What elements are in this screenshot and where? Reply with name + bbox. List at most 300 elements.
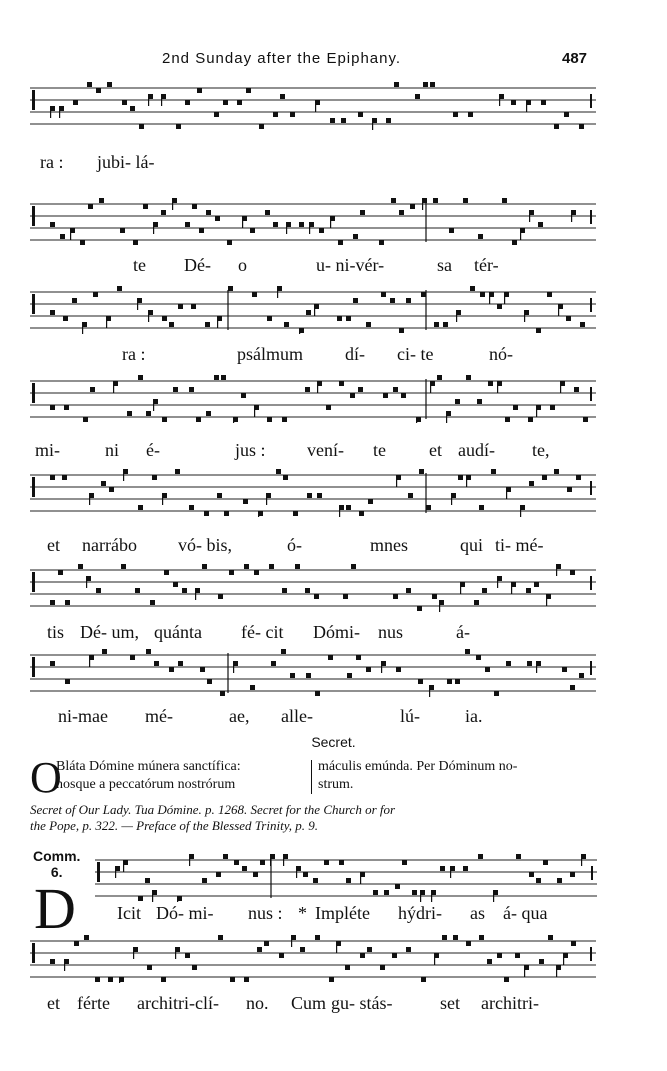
neume bbox=[488, 381, 493, 386]
neume bbox=[189, 505, 194, 510]
neume bbox=[547, 292, 552, 297]
neume-stem bbox=[381, 661, 382, 673]
neume bbox=[513, 405, 518, 410]
syllable: narrábo bbox=[82, 535, 137, 555]
neume bbox=[502, 198, 507, 203]
neume bbox=[542, 475, 547, 480]
neume bbox=[173, 582, 178, 587]
neume bbox=[536, 878, 541, 883]
neume bbox=[50, 661, 55, 666]
neume bbox=[358, 112, 363, 117]
syllable: ó- bbox=[287, 535, 302, 555]
neume bbox=[282, 417, 287, 422]
neume bbox=[329, 977, 334, 982]
neume bbox=[497, 304, 502, 309]
custos bbox=[590, 210, 592, 224]
neume bbox=[339, 860, 344, 865]
neume bbox=[138, 896, 143, 901]
neume bbox=[485, 667, 490, 672]
neume bbox=[418, 679, 423, 684]
neume-stem bbox=[217, 316, 218, 328]
neume bbox=[339, 381, 344, 386]
chant-staff-1 bbox=[30, 80, 596, 130]
neume bbox=[476, 655, 481, 660]
lyric-line-2 bbox=[0, 255, 667, 277]
neume bbox=[121, 564, 126, 569]
neume bbox=[366, 667, 371, 672]
neume bbox=[477, 399, 482, 404]
syllable: lú- bbox=[400, 706, 420, 726]
neume-stem bbox=[277, 286, 278, 298]
comm-label: Comm. bbox=[33, 848, 81, 864]
neume bbox=[468, 112, 473, 117]
neume bbox=[271, 661, 276, 666]
neume bbox=[360, 953, 365, 958]
neume bbox=[84, 935, 89, 940]
neume-stem bbox=[556, 965, 557, 977]
neume bbox=[478, 234, 483, 239]
neume bbox=[197, 88, 202, 93]
neume-stem bbox=[233, 417, 234, 423]
neume bbox=[204, 511, 209, 516]
neume bbox=[479, 935, 484, 940]
custos bbox=[590, 298, 592, 312]
syllable: vó- bis, bbox=[178, 535, 232, 555]
syllable: te, bbox=[532, 440, 550, 460]
neume bbox=[185, 953, 190, 958]
neume bbox=[207, 679, 212, 684]
neume bbox=[228, 286, 233, 291]
neume bbox=[536, 328, 541, 333]
neume-stem bbox=[266, 493, 267, 505]
syllable: * bbox=[298, 903, 307, 923]
neume bbox=[390, 298, 395, 303]
neume bbox=[173, 387, 178, 392]
neume bbox=[313, 878, 318, 883]
neume bbox=[218, 594, 223, 599]
neume bbox=[417, 606, 422, 611]
neume-stem bbox=[172, 198, 173, 210]
neume bbox=[65, 679, 70, 684]
neume bbox=[50, 310, 55, 315]
neume bbox=[314, 594, 319, 599]
neume-stem bbox=[434, 953, 435, 965]
syllable: ae, bbox=[229, 706, 250, 726]
neume bbox=[290, 673, 295, 678]
syllable: jus : bbox=[235, 440, 266, 460]
neume bbox=[315, 691, 320, 696]
neume bbox=[99, 198, 104, 203]
neume bbox=[192, 965, 197, 970]
neume-stem bbox=[529, 210, 530, 222]
neume bbox=[139, 124, 144, 129]
neume bbox=[250, 228, 255, 233]
neume bbox=[101, 481, 106, 486]
neume bbox=[330, 118, 335, 123]
neume bbox=[381, 292, 386, 297]
clef bbox=[32, 572, 35, 592]
neume bbox=[583, 417, 588, 422]
neume bbox=[273, 112, 278, 117]
syllable: et bbox=[429, 440, 442, 460]
neume bbox=[353, 298, 358, 303]
neume bbox=[396, 667, 401, 672]
syllable: Dé- um, bbox=[80, 622, 139, 642]
syllable: mé- bbox=[145, 706, 173, 726]
neume bbox=[534, 582, 539, 587]
neume bbox=[192, 204, 197, 209]
secret-text: strum. bbox=[318, 777, 354, 792]
syllable: mnes bbox=[370, 535, 408, 555]
neume-stem bbox=[286, 222, 287, 234]
neume bbox=[254, 570, 259, 575]
neume bbox=[576, 475, 581, 480]
neume bbox=[206, 210, 211, 215]
neume bbox=[479, 505, 484, 510]
neume-stem bbox=[89, 655, 90, 667]
neume bbox=[315, 935, 320, 940]
neume bbox=[138, 505, 143, 510]
neume bbox=[282, 588, 287, 593]
lyric-line-1 bbox=[0, 152, 667, 174]
syllable: Dó- mi- bbox=[156, 903, 214, 923]
neume bbox=[117, 286, 122, 291]
custos bbox=[590, 481, 592, 495]
syllable: nus bbox=[378, 622, 404, 642]
chant-staff-7 bbox=[30, 647, 596, 697]
neume bbox=[161, 210, 166, 215]
neume bbox=[482, 588, 487, 593]
custos bbox=[590, 94, 592, 108]
syllable: férte bbox=[77, 993, 110, 1013]
neume-stem bbox=[563, 953, 564, 965]
neume-stem bbox=[460, 582, 461, 594]
lyric-line-7 bbox=[0, 706, 667, 728]
neume bbox=[293, 511, 298, 516]
neume-stem bbox=[283, 854, 284, 866]
staff-lines bbox=[30, 373, 596, 423]
lyric-line-9 bbox=[0, 993, 667, 1015]
neume-stem bbox=[315, 100, 316, 112]
neume bbox=[487, 959, 492, 964]
neume bbox=[455, 399, 460, 404]
neume bbox=[185, 100, 190, 105]
syllable: as bbox=[470, 903, 485, 923]
neume bbox=[338, 240, 343, 245]
neume bbox=[570, 570, 575, 575]
neume bbox=[150, 600, 155, 605]
neume bbox=[410, 204, 415, 209]
neume bbox=[152, 475, 157, 480]
neume bbox=[305, 588, 310, 593]
neume bbox=[259, 124, 264, 129]
neume bbox=[305, 387, 310, 392]
neume bbox=[399, 328, 404, 333]
neume bbox=[223, 854, 228, 859]
neume bbox=[463, 866, 468, 871]
neume-stem bbox=[113, 381, 114, 393]
syllable: Dé- bbox=[184, 255, 211, 275]
neume-stem bbox=[330, 216, 331, 228]
custos bbox=[590, 661, 592, 675]
neume-stem bbox=[177, 896, 178, 902]
neume bbox=[346, 316, 351, 321]
staff-lines bbox=[30, 933, 596, 983]
syllable: Icit bbox=[117, 903, 141, 923]
syllable: jubi- lá- bbox=[97, 152, 155, 172]
neume-stem bbox=[497, 576, 498, 588]
secret-prayer bbox=[30, 753, 600, 802]
neume bbox=[347, 673, 352, 678]
neume bbox=[306, 310, 311, 315]
syllable: Cum bbox=[291, 993, 327, 1013]
neume bbox=[130, 655, 135, 660]
syllable: architri- bbox=[481, 993, 539, 1013]
neume bbox=[515, 953, 520, 958]
syllable: á- qua bbox=[503, 903, 548, 923]
neume-stem bbox=[456, 310, 457, 322]
neume bbox=[224, 511, 229, 516]
syllable: no. bbox=[246, 993, 269, 1013]
neume-stem bbox=[499, 94, 500, 106]
neume bbox=[379, 240, 384, 245]
neume bbox=[260, 860, 265, 865]
neume bbox=[326, 405, 331, 410]
neume bbox=[421, 977, 426, 982]
syllable: ra : bbox=[40, 152, 64, 172]
neume bbox=[516, 854, 521, 859]
neume bbox=[529, 872, 534, 877]
neume bbox=[138, 375, 143, 380]
neume bbox=[290, 112, 295, 117]
neume bbox=[497, 953, 502, 958]
syllable: fé- cit bbox=[241, 622, 284, 642]
neume bbox=[351, 564, 356, 569]
neume-stem bbox=[115, 866, 116, 878]
staff-lines bbox=[95, 852, 597, 902]
neume bbox=[359, 511, 364, 516]
neume bbox=[419, 469, 424, 474]
neume bbox=[350, 393, 355, 398]
neume bbox=[406, 588, 411, 593]
neume bbox=[511, 100, 516, 105]
neume bbox=[243, 499, 248, 504]
syllable: Dómi- bbox=[313, 622, 360, 642]
page-number: 487 bbox=[562, 50, 588, 67]
neume bbox=[95, 977, 100, 982]
neume-stem bbox=[504, 292, 505, 304]
neume-stem bbox=[536, 405, 537, 417]
syllable: á- bbox=[456, 622, 470, 642]
neume bbox=[579, 673, 584, 678]
neume bbox=[528, 417, 533, 422]
neume-stem bbox=[571, 210, 572, 222]
chant-staff-9 bbox=[30, 933, 596, 983]
neume bbox=[421, 292, 426, 297]
neume-stem bbox=[242, 216, 243, 228]
neume-stem bbox=[372, 118, 373, 130]
neume bbox=[328, 655, 333, 660]
neume bbox=[202, 564, 207, 569]
rubric-line: Secret of Our Lady. Tua Dómine. p. 1268. Secret for the Church or for bbox=[30, 802, 396, 817]
neume bbox=[358, 387, 363, 392]
neume bbox=[579, 124, 584, 129]
neume bbox=[345, 965, 350, 970]
neume-stem bbox=[70, 228, 71, 240]
neume-stem bbox=[106, 316, 107, 328]
neume bbox=[154, 661, 159, 666]
neume bbox=[470, 286, 475, 291]
syllable: dí- bbox=[345, 344, 365, 364]
neume-stem bbox=[489, 292, 490, 304]
neume bbox=[276, 469, 281, 474]
neume bbox=[300, 947, 305, 952]
neume-stem bbox=[536, 661, 537, 673]
chant-staff-8 bbox=[95, 852, 597, 902]
neume-stem bbox=[556, 564, 557, 576]
neume bbox=[548, 935, 553, 940]
neume bbox=[384, 890, 389, 895]
neume bbox=[73, 100, 78, 105]
neume bbox=[529, 481, 534, 486]
neume-stem bbox=[82, 322, 83, 334]
neume bbox=[109, 487, 114, 492]
neume-stem bbox=[153, 399, 154, 411]
neume bbox=[265, 210, 270, 215]
mode-number: 6. bbox=[50, 864, 63, 880]
neume-stem bbox=[314, 304, 315, 316]
custos bbox=[590, 387, 592, 401]
neume-stem bbox=[137, 298, 138, 310]
neume bbox=[356, 655, 361, 660]
neume-stem bbox=[422, 198, 423, 210]
neume bbox=[437, 375, 442, 380]
neume bbox=[279, 953, 284, 958]
neume-stem bbox=[189, 854, 190, 866]
syllable: ia. bbox=[465, 706, 483, 726]
neume bbox=[538, 222, 543, 227]
neume bbox=[246, 88, 251, 93]
syllable: quánta bbox=[154, 622, 202, 642]
neume bbox=[337, 316, 342, 321]
neume bbox=[178, 304, 183, 309]
syllable: set bbox=[440, 993, 460, 1013]
staff-lines bbox=[30, 196, 596, 246]
neume-stem bbox=[439, 600, 440, 612]
syllable: audí- bbox=[458, 440, 495, 460]
neume bbox=[504, 977, 509, 982]
neume-stem bbox=[524, 965, 525, 977]
staff-lines bbox=[30, 562, 596, 612]
neume bbox=[550, 405, 555, 410]
staff-lines bbox=[30, 467, 596, 517]
secret-text: máculis emúnda. Per Dóminum no- bbox=[318, 759, 518, 774]
neume-stem bbox=[123, 860, 124, 872]
neume bbox=[440, 866, 445, 871]
neume bbox=[280, 94, 285, 99]
clef bbox=[32, 943, 35, 963]
neume-stem bbox=[195, 588, 196, 600]
neume bbox=[412, 890, 417, 895]
staff-lines bbox=[30, 647, 596, 697]
neume bbox=[527, 661, 532, 666]
neume bbox=[65, 600, 70, 605]
syllable: nó- bbox=[489, 344, 513, 364]
neume-stem bbox=[317, 381, 318, 393]
custos bbox=[590, 576, 592, 590]
neume bbox=[543, 860, 548, 865]
neume bbox=[214, 375, 219, 380]
neume-stem bbox=[558, 304, 559, 316]
neume bbox=[353, 234, 358, 239]
clef bbox=[32, 90, 35, 110]
neume bbox=[406, 298, 411, 303]
neume-stem bbox=[497, 381, 498, 393]
neume bbox=[127, 411, 132, 416]
neume bbox=[541, 100, 546, 105]
neume bbox=[88, 204, 93, 209]
neume-stem bbox=[64, 959, 65, 971]
chant-staff-4 bbox=[30, 373, 596, 423]
neume bbox=[284, 322, 289, 327]
neume bbox=[161, 977, 166, 982]
neume-stem bbox=[450, 866, 451, 878]
neume bbox=[120, 228, 125, 233]
syllable: architri-clí- bbox=[137, 993, 219, 1013]
neume bbox=[202, 878, 207, 883]
neume bbox=[216, 872, 221, 877]
syllable: sa bbox=[437, 255, 452, 275]
syllable: gu- stás- bbox=[331, 993, 393, 1013]
neume bbox=[539, 959, 544, 964]
staff-lines bbox=[30, 80, 596, 130]
neume-stem bbox=[50, 106, 51, 118]
neume-stem bbox=[526, 100, 527, 112]
chant-staff-6 bbox=[30, 562, 596, 612]
neume bbox=[449, 228, 454, 233]
neume bbox=[566, 316, 571, 321]
neume bbox=[145, 878, 150, 883]
neume-stem bbox=[560, 381, 561, 393]
neume bbox=[267, 417, 272, 422]
neume bbox=[432, 594, 437, 599]
neume bbox=[218, 935, 223, 940]
neume bbox=[491, 469, 496, 474]
neume-stem bbox=[258, 511, 259, 517]
neume bbox=[241, 393, 246, 398]
syllable: et bbox=[47, 535, 60, 555]
syllable: qui bbox=[460, 535, 484, 555]
neume bbox=[87, 82, 92, 87]
neume-stem bbox=[148, 310, 149, 322]
neume-stem bbox=[396, 475, 397, 487]
page-header bbox=[0, 50, 667, 74]
lyric-line-6 bbox=[0, 622, 667, 644]
neume bbox=[80, 240, 85, 245]
neume bbox=[505, 417, 510, 422]
clef bbox=[32, 477, 35, 497]
neume bbox=[494, 691, 499, 696]
neume bbox=[175, 469, 180, 474]
neume bbox=[93, 292, 98, 297]
neume bbox=[453, 112, 458, 117]
neume-stem bbox=[506, 487, 507, 499]
neume bbox=[63, 316, 68, 321]
neume bbox=[133, 240, 138, 245]
neume bbox=[346, 505, 351, 510]
neume-stem bbox=[431, 890, 432, 902]
neume bbox=[415, 94, 420, 99]
